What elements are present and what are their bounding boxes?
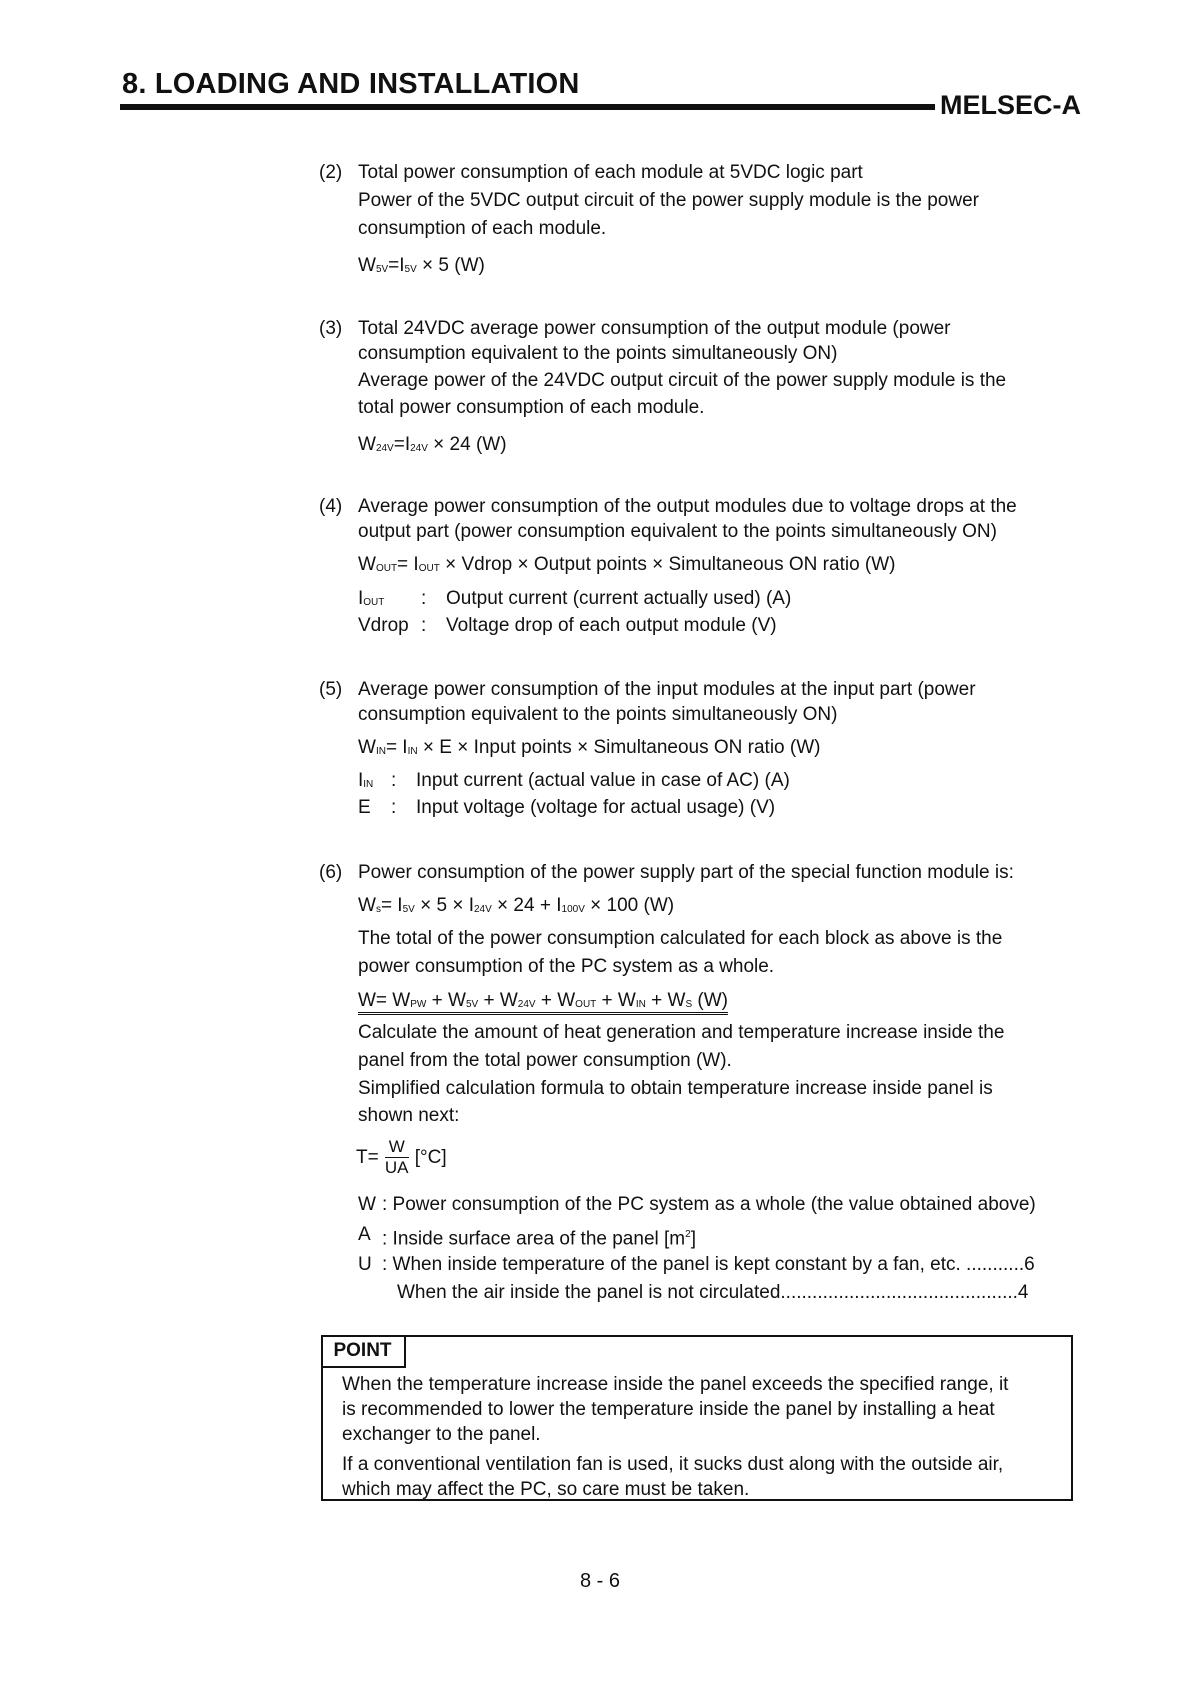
def-w-symbol: W	[358, 1194, 376, 1215]
item-3-number: (3)	[319, 318, 343, 339]
item-3-line4: total power consumption of each module.	[358, 397, 705, 418]
def-u-text-1: : When inside temperature of the panel is kept constant by a fan, etc. ...........6	[382, 1254, 1035, 1275]
point-label: POINT	[321, 1335, 406, 1368]
item-5-number: (5)	[319, 679, 343, 700]
header-rule	[120, 104, 935, 110]
item-2-heading: Total power consumption of each module at 5VDC logic part	[358, 162, 863, 183]
item-5-def-colon-1: :	[391, 770, 397, 791]
brand-label: MELSEC-A	[940, 90, 1081, 120]
item-3-line2: consumption equivalent to the points simultaneously ON)	[358, 343, 838, 364]
item-5-def-symbol-1: $I_{IN}$	[358, 770, 374, 791]
item-4-line2: output part (power consumption equivalent to the points simultaneously ON)	[358, 521, 997, 542]
item-2-number: (2)	[319, 162, 343, 183]
item-4-def-symbol-1: $I_{OUT}$	[358, 588, 385, 609]
item-4-def-symbol-2: Vdrop	[358, 615, 409, 636]
item-5-line2: consumption equivalent to the points simultaneously ON)	[358, 704, 838, 725]
item-6-line6: Simplified calculation formula to obtain temperature increase inside panel is	[358, 1078, 993, 1099]
item-5-def-colon-2: :	[391, 797, 397, 818]
item-3-line1: Total 24VDC average power consumption of the output module (power	[358, 318, 951, 339]
point-line2: is recommended to lower the temperature inside the panel by installing a heat	[342, 1399, 995, 1420]
item-6-formula: $W_s= I_{5V} \times 5 \times I_{24V} \times 24 + I_{100V} \times 100$ (W)	[358, 895, 675, 916]
item-6-line7: shown next:	[358, 1105, 460, 1126]
page-number: 8 - 6	[580, 1570, 621, 1592]
point-line3: exchanger to the panel.	[342, 1424, 541, 1445]
item-6-line4: Calculate the amount of heat generation and temperature increase inside the	[358, 1022, 1005, 1043]
def-w-text: : Power consumption of the PC system as a whole (the value obtained above)	[382, 1194, 1036, 1215]
item-6-line3: power consumption of the PC system as a whole.	[358, 956, 775, 977]
item-3-formula: $W_{24V}=I_{24V} \times 24$ (W)	[358, 434, 507, 455]
item-2-line2: consumption of each module.	[358, 218, 607, 239]
item-4-number: (4)	[319, 496, 343, 517]
item-5-def-text-2: Input voltage (voltage for actual usage) (V)	[416, 797, 776, 818]
item-4-def-colon-1: :	[421, 588, 427, 609]
item-6-line5: panel from the total power consumption (W).	[358, 1050, 732, 1071]
item-5-line1: Average power consumption of the input modules at the input part (power	[358, 679, 976, 700]
def-a-symbol: A	[358, 1224, 371, 1245]
item-4-def-text-1: Output current (current actually used) (A)	[446, 588, 792, 609]
item-6-line2: The total of the power consumption calculated for each block as above is the	[358, 928, 1003, 949]
item-2-formula: $W_{5V}=I_{5V} \times 5$ (W)	[358, 255, 485, 276]
item-6-line1: Power consumption of the power supply part of the special function module is:	[358, 862, 1014, 883]
item-6-number: (6)	[319, 862, 343, 883]
point-line1: When the temperature increase inside the panel exceeds the specified range, it	[342, 1374, 1009, 1395]
def-a-text: : Inside surface area of the panel $[m^2]$	[382, 1228, 696, 1250]
item-4-def-colon-2: :	[421, 615, 427, 636]
section-title: 8. LOADING AND INSTALLATION	[122, 68, 580, 100]
point-line5: which may affect the PC, so care must be taken.	[342, 1479, 750, 1500]
item-4-formula: $W_{OUT}= I_{OUT}$ × Vdrop × Output points × Simultaneous ON ratio (W)	[358, 554, 896, 575]
item-4-def-text-2: Voltage drop of each output module (V)	[446, 615, 777, 636]
point-line4: If a conventional ventilation fan is used, it sucks dust along with the outside air,	[342, 1454, 1004, 1475]
def-u-symbol: U	[358, 1254, 372, 1275]
total-power-formula: $W= W_{PW} + W_{5V} + W_{24V} + W_{OUT} + W_{IN} + W_S$ (W)	[358, 988, 728, 1016]
item-5-def-symbol-2: E	[358, 797, 371, 818]
temperature-formula: T= $\frac{W}{UA}$ [°C]	[356, 1137, 447, 1178]
item-2-line1: Power of the 5VDC output circuit of the power supply module is the power	[358, 190, 979, 211]
def-u-text-2: When the air inside the panel is not circulated.............................................4	[397, 1282, 1029, 1303]
item-5-def-text-1: Input current (actual value in case of AC) (A)	[416, 770, 790, 791]
item-4-line1: Average power consumption of the output modules due to voltage drops at the	[358, 496, 1017, 517]
item-5-formula: $W_{IN}= I_{IN} \times E$ × Input points × Simultaneous ON ratio (W)	[358, 737, 821, 758]
item-3-line3: Average power of the 24VDC output circuit of the power supply module is the	[358, 370, 1007, 391]
